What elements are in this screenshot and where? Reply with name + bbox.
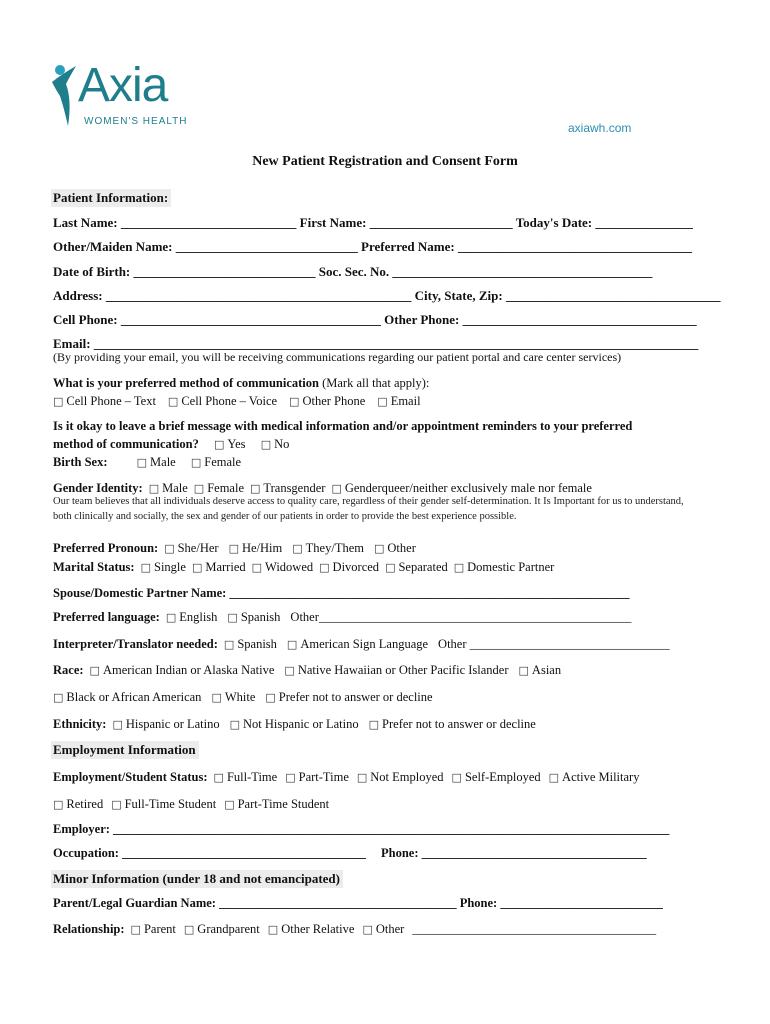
gender-identity[interactable] xyxy=(53,481,598,496)
checkbox-icon[interactable]: □ xyxy=(250,482,261,495)
checkbox-icon: □ xyxy=(136,456,148,469)
interpreter-other-field[interactable]: Other ________________________________ xyxy=(438,637,670,651)
website-url[interactable]: axiawh.com xyxy=(568,121,632,135)
checkbox-icon[interactable]: □ xyxy=(165,611,177,624)
checkbox-icon[interactable]: □ xyxy=(267,923,279,936)
occupation-field: Occupation: _______________________________________ xyxy=(53,846,369,860)
form-title: New Patient Registration and Consent Form xyxy=(252,154,518,169)
row-phone[interactable] xyxy=(53,312,697,328)
checkbox-icon[interactable]: □ xyxy=(286,638,298,651)
field-label: Interpreter/Translator needed: xyxy=(53,637,218,651)
option-label: English xyxy=(179,610,218,624)
checkbox-icon[interactable]: □ xyxy=(453,561,465,574)
option-label: Full-Time Student xyxy=(124,797,217,811)
checkbox-icon[interactable]: □ xyxy=(228,542,239,555)
ssn-field: Soc. Sec. No. ________________________________________ xyxy=(318,264,653,279)
guardian-row[interactable] xyxy=(53,896,663,911)
axia-logo xyxy=(50,60,200,132)
field-label: Marital Status: xyxy=(53,560,135,574)
maiden-name-field: Other/Maiden Name: ____________________________ xyxy=(53,239,362,254)
option-label: American Sign Language xyxy=(300,637,429,651)
option-label: Spanish xyxy=(237,637,277,651)
option-label: Prefer not to answer or decline xyxy=(278,690,433,704)
pronoun[interactable] xyxy=(53,541,426,556)
checkbox-icon[interactable]: □ xyxy=(89,664,100,677)
option-label: Grandparent xyxy=(197,922,260,936)
checkbox-icon[interactable]: □ xyxy=(284,664,295,677)
checkbox-icon: □ xyxy=(213,438,225,451)
comm-question: What is your preferred method of communication (Mark all that apply): xyxy=(53,376,430,390)
race-2[interactable] xyxy=(53,690,443,705)
section-patient-info: Patient Information: xyxy=(53,190,171,206)
option-label: Genderqueer/neither exclusively male nor female xyxy=(344,481,592,495)
preferred-language[interactable] xyxy=(53,610,631,625)
section-minor: Minor Information (under 18 and not emancipated) xyxy=(53,871,343,887)
option-label: Not Employed xyxy=(370,770,444,784)
checkbox-icon[interactable]: □ xyxy=(385,561,396,574)
checkbox-icon[interactable]: □ xyxy=(229,718,241,731)
guardian-phone-field: Phone: __________________________ xyxy=(459,896,663,910)
checkbox-icon[interactable]: □ xyxy=(227,611,238,624)
option-label: Divorced xyxy=(332,560,380,574)
logo-wordmark: Axia xyxy=(78,59,168,112)
interpreter-needed[interactable] xyxy=(53,637,670,652)
option-label: Cell Phone – Text xyxy=(66,394,156,408)
row-maiden-name[interactable] xyxy=(53,239,692,255)
option-label: White xyxy=(224,690,256,704)
relationship[interactable] xyxy=(53,922,656,937)
checkbox-icon[interactable]: □ xyxy=(265,691,276,704)
preferred-name-field: Preferred Name: ____________________________________ xyxy=(361,239,692,254)
other-phone-field: Other Phone: ____________________________________ xyxy=(384,312,697,327)
checkbox-icon[interactable]: □ xyxy=(191,561,203,574)
option-label: Separated xyxy=(398,560,448,574)
checkbox-icon[interactable]: □ xyxy=(518,664,529,677)
checkbox-icon[interactable]: □ xyxy=(130,923,141,936)
option-label: American Indian or Alaska Native xyxy=(102,663,275,677)
option-label: Prefer not to answer or decline xyxy=(382,717,536,731)
option-label: Black or African American xyxy=(66,690,202,704)
checkbox-icon[interactable]: □ xyxy=(292,542,303,555)
option-label: Hispanic or Latino xyxy=(125,717,220,731)
option-label: Active Military xyxy=(562,770,640,784)
option-label: Email xyxy=(390,394,421,408)
checkbox-icon[interactable]: □ xyxy=(548,771,560,784)
comm-options[interactable] xyxy=(53,394,433,409)
checkbox-icon[interactable]: □ xyxy=(213,771,224,784)
option-label: He/Him xyxy=(241,541,283,555)
option-label: Other xyxy=(375,922,405,936)
option-label: Self-Employed xyxy=(464,770,541,784)
checkbox-icon[interactable]: □ xyxy=(356,771,368,784)
option-label: Spanish xyxy=(240,610,281,624)
option-label: Male xyxy=(162,481,188,495)
checkbox-icon[interactable]: □ xyxy=(164,542,175,555)
checkbox-icon[interactable]: □ xyxy=(193,482,205,495)
checkbox-icon: □ xyxy=(260,438,272,451)
checkbox-icon[interactable]: □ xyxy=(362,923,373,936)
option-label: Widowed xyxy=(265,560,314,574)
message-question-2[interactable]: method of communication? □ Yes □ No xyxy=(53,437,290,451)
option-label: Other Relative xyxy=(281,922,355,936)
gender-note-2: both clinically and socially, the sex and gender of our patients in order to provide the best experience possible. xyxy=(53,511,517,522)
option-label: Native Hawaiian or Other Pacific Islander xyxy=(297,663,509,677)
checkbox-icon[interactable]: □ xyxy=(224,798,235,811)
checkbox-icon[interactable]: □ xyxy=(53,798,64,811)
ethnicity[interactable] xyxy=(53,717,546,732)
checkbox-icon[interactable]: □ xyxy=(211,691,222,704)
employer-phone-field: Phone: ____________________________________ xyxy=(380,846,647,860)
option-label: Not Hispanic or Latino xyxy=(243,717,359,731)
option-label: Parent xyxy=(143,922,176,936)
checkbox-icon[interactable]: □ xyxy=(148,482,160,495)
gender-note-1: Our team believes that all individuals deserve access to quality care, regardless of their gender self-determination. It Is Important for us to understand, xyxy=(53,496,684,507)
checkbox-icon[interactable]: □ xyxy=(183,923,195,936)
field-label: Relationship: xyxy=(53,922,125,936)
message-question-1: Is it okay to leave a brief message with medical information and/or appointment reminders to your preferred xyxy=(53,419,633,433)
section-employment: Employment Information xyxy=(53,742,199,758)
checkbox-icon[interactable]: □ xyxy=(289,395,300,408)
checkbox-icon[interactable]: □ xyxy=(374,542,385,555)
logo-subtitle: WOMEN'S HEALTH xyxy=(84,116,188,127)
checkbox-icon[interactable]: □ xyxy=(167,395,179,408)
race-1[interactable] xyxy=(53,663,571,678)
option-label: Single xyxy=(154,560,186,574)
figure-icon xyxy=(50,60,80,130)
checkbox-icon[interactable]: □ xyxy=(111,798,122,811)
other-language-field[interactable]: Other__________________________________________________ xyxy=(290,610,632,624)
checkbox-icon[interactable]: □ xyxy=(451,771,462,784)
checkbox-icon[interactable]: □ xyxy=(368,718,380,731)
checkbox-icon[interactable]: □ xyxy=(331,482,342,495)
checkbox-icon: □ xyxy=(190,456,202,469)
field-label: Gender Identity: xyxy=(53,481,143,495)
occupation-row[interactable] xyxy=(53,846,647,861)
email-field[interactable]: Email: _____________________________________________________________________________________________ xyxy=(53,336,699,351)
option-label: Other xyxy=(387,541,416,555)
checkbox-icon[interactable]: □ xyxy=(53,395,64,408)
checkbox-icon[interactable]: □ xyxy=(112,718,123,731)
field-label: Ethnicity: xyxy=(53,717,107,731)
row-dob[interactable] xyxy=(53,264,652,280)
option-label: Part-Time xyxy=(298,770,349,784)
option-label: Transgender xyxy=(263,481,326,495)
option-label: Part-Time Student xyxy=(237,797,330,811)
todays-date-field: Today's Date: _______________ xyxy=(515,215,693,230)
field-label: Preferred language: xyxy=(53,610,160,624)
first-name-field: First Name: ______________________ xyxy=(299,215,516,230)
option-label: They/Them xyxy=(305,541,364,555)
dob-field: Date of Birth: ____________________________ xyxy=(53,264,319,279)
checkbox-icon[interactable]: □ xyxy=(53,691,64,704)
option-label: Married xyxy=(205,560,246,574)
option-label: Full-Time xyxy=(226,770,278,784)
option-label: Domestic Partner xyxy=(467,560,555,574)
birth-sex[interactable]: Birth Sex: □ Male □ Female xyxy=(53,455,242,469)
relationship-other-field[interactable]: _______________________________________ xyxy=(412,922,657,936)
option-label: Other Phone xyxy=(302,394,366,408)
employment-status-1[interactable] xyxy=(53,770,647,785)
city-state-zip-field: City, State, Zip: _________________________________ xyxy=(414,288,721,303)
field-label: Preferred Pronoun: xyxy=(53,541,159,555)
row-name[interactable] xyxy=(53,215,693,231)
checkbox-icon[interactable]: □ xyxy=(285,771,296,784)
option-label: Asian xyxy=(531,663,562,677)
option-label: Cell Phone – Voice xyxy=(181,394,278,408)
last-name-field: Last Name: ___________________________ xyxy=(53,215,300,230)
employment-status-2[interactable] xyxy=(53,797,337,812)
email-note: (By providing your email, you will be receiving communications regarding our patient portal and care center services) xyxy=(53,350,622,364)
checkbox-icon[interactable]: □ xyxy=(377,395,388,408)
field-label: Race: xyxy=(53,663,84,677)
checkbox-icon[interactable]: □ xyxy=(251,561,263,574)
address-field: Address: _______________________________________________ xyxy=(53,288,415,303)
field-label: Employment/Student Status: xyxy=(53,770,208,784)
guardian-name-field: Parent/Legal Guardian Name: ______________________________________ xyxy=(53,896,460,910)
cell-phone-field: Cell Phone: ________________________________________ xyxy=(53,312,385,327)
marital-status[interactable] xyxy=(53,560,560,575)
option-label: Female xyxy=(207,481,244,495)
employer-field[interactable]: Employer: _________________________________________________________________________________________ xyxy=(53,822,670,836)
checkbox-icon[interactable]: □ xyxy=(319,561,330,574)
option-label: She/Her xyxy=(177,541,219,555)
spouse-name-field[interactable]: Spouse/Domestic Partner Name: ________________________________________________________________ xyxy=(53,586,630,600)
row-address[interactable] xyxy=(53,288,720,304)
option-label: Retired xyxy=(66,797,104,811)
checkbox-icon[interactable]: □ xyxy=(223,638,235,651)
checkbox-icon[interactable]: □ xyxy=(140,561,151,574)
